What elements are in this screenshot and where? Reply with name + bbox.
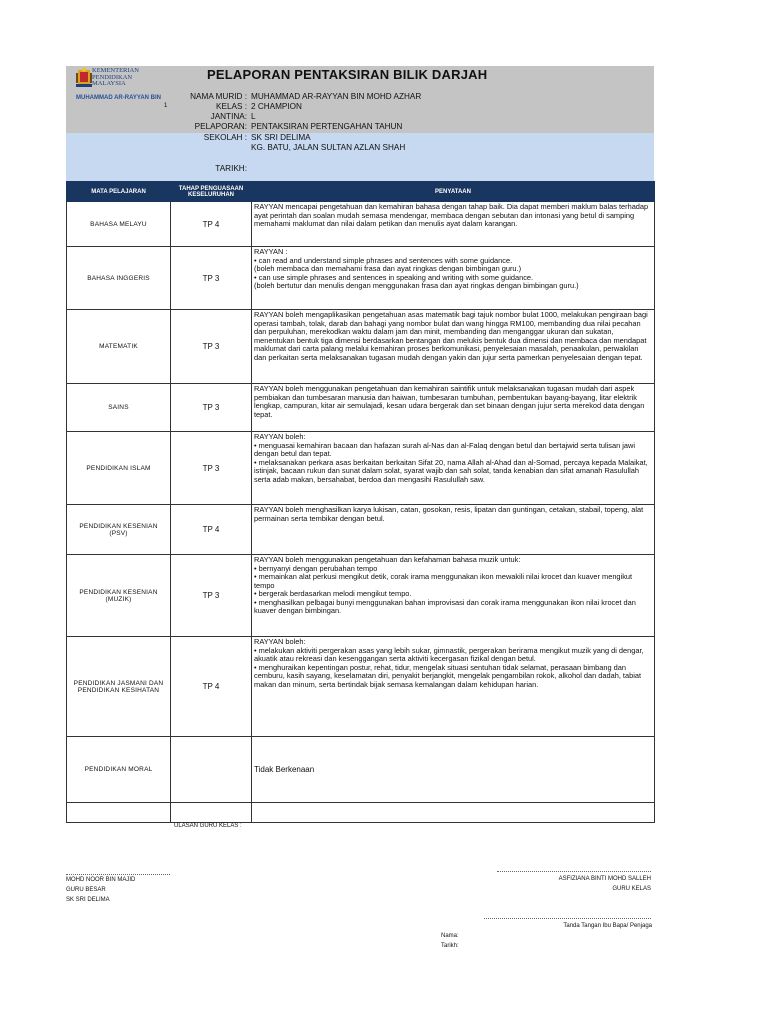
table-row bbox=[67, 384, 655, 432]
statement-cell: RAYYAN boleh menggunakan pengetahuan dan kemahiran saintifik untuk melaksanakan tugasan mudah dari aspek pembiakan dan tumbesaran manusia dan haiwan, tumbesaran tumbuhan, pembentukan bayang-bayang, litar elektrik lengkap, campuran, kitar air semulajadi, kesan udara bergerak dan set binaan dengan jujur serta merekod data dengan tepat. bbox=[252, 384, 655, 432]
jantina-label: JANTINA: bbox=[210, 112, 247, 121]
statement-cell: RAYYAN mencapai pengetahuan dan kemahiran bahasa dengan tahap baik. Dia dapat memberi maklum balas terhadap ayat perintah dan soalan mudah semasa mendengar, membaca dengan sebutan dan intonasi yang betul di samping memahami maklumat dan nilai dalam petikan dan menulis ayat dalam karangan. bbox=[252, 202, 655, 247]
subject-cell: PENDIDIKAN KESENIAN (PSV) bbox=[67, 505, 171, 555]
signature-line-teacher bbox=[497, 871, 651, 872]
table-row bbox=[67, 555, 655, 637]
assessment-table bbox=[66, 181, 654, 823]
crest-icon bbox=[76, 67, 92, 89]
statement-cell: RAYYAN boleh mengaplikasikan pengetahuan asas matematik bagi tajuk nombor bulat 1000, melakukan pengiraan bagi operasi tambah, tolak, darab dan bahagi yang nombor bulat dan wang hingga RM100, membanding dua nilai pecahan dan perpuluhan, merekodkan waktu dalam jam dan minit, membanding dan menganggar ukuran dan sukatan, menentukan bentuk tiga dimensi berdasarkan bentangan dan melukis bentuk dua dimensi dan membaca dan mendapat maklumat dari carta palang melalui kemahiran proses berkomunikasi, penyelesaian masalah, penaakulan, perwakilan dan perkaitan serta melaksanakan tugasan mudah dengan yakin dan jujur serta pamerkan penyelesaian dengan tepat. bbox=[252, 310, 655, 384]
sekolah-label: SEKOLAH : bbox=[203, 133, 247, 142]
statement-cell: Tidak Berkenaan bbox=[252, 737, 655, 803]
subject-cell: PENDIDIKAN JASMANI DAN PENDIDIKAN KESIHATAN bbox=[67, 637, 171, 737]
level-cell bbox=[171, 737, 252, 803]
sekolah-value: SK SRI DELIMA bbox=[251, 133, 311, 142]
ulasan-label: ULASAN GURU KELAS : bbox=[174, 823, 242, 829]
statement-cell: RAYYAN boleh: • melakukan aktiviti pergerakan asas yang lebih sukar, gimnastik, pergerakan berirama mengikut muzik yang di dengar, akuatik atau rekreasi dan kesenggangan serta aktiviti kecergasan fizikal dengan betul. • menghuraikan kepentingan postur, rehat, tidur, mengelak situasi sentuhan tidak selamat, perasaan bimbang dan cemburu, kasih sayang, keselamatan diri, penyakit berjangkit, mengelak pengambilan rokok, alkohol dan dadah, tabiat makan dan minum, serta bertindak bijak semasa kemalangan dalam kehidupan harian. bbox=[252, 637, 655, 737]
parent-nama-label: Nama: bbox=[441, 933, 459, 939]
subject-cell: MATEMATIK bbox=[67, 310, 171, 384]
subject-cell: PENDIDIKAN KESENIAN (MUZIK) bbox=[67, 555, 171, 637]
parent-tarikh-label: Tarikh: bbox=[441, 943, 459, 949]
level-cell: TP 4 bbox=[171, 202, 252, 247]
headmaster-school: SK SRI DELIMA bbox=[66, 897, 110, 903]
statement-cell bbox=[252, 803, 655, 823]
parent-signature-label: Tanda Tangan Ibu Bapa/ Penjaga bbox=[563, 923, 652, 929]
nama-value: MUHAMMAD AR-RAYYAN BIN MOHD AZHAR bbox=[251, 92, 422, 101]
statement-cell: RAYYAN boleh: • menguasai kemahiran bacaan dan hafazan surah al-Nas dan al-Falaq dengan betul dan bertajwid serta tulisan jawi dengan betul dan tepat. • melaksanakan perkara asas berkaitan berkaitan Sifat 20, nama Allah al-Ahad dan al-Somad, percaya kepada Malaikat, istinjak, bacaan rukun dan sunat dalam solat, syarat wajib dan sah solat, tanda kenabian dan sifat amanah Rasulullah serta adab makan, bersahabat, berdoa dan mengasihi Rasulullah saw. bbox=[252, 432, 655, 505]
level-cell: TP 3 bbox=[171, 555, 252, 637]
table-row bbox=[67, 737, 655, 803]
subject-cell: BAHASA MELAYU bbox=[67, 202, 171, 247]
teacher-block bbox=[497, 874, 651, 894]
tarikh-label: TARIKH: bbox=[215, 164, 247, 173]
table-row bbox=[67, 432, 655, 505]
subject-cell: BAHASA INGGERIS bbox=[67, 247, 171, 310]
table-row bbox=[67, 247, 655, 310]
pelaporan-label: PELAPORAN: bbox=[194, 122, 247, 131]
teacher-name: ASFIZIANA BINTI MOHD SALLEH bbox=[558, 876, 651, 882]
level-cell: TP 4 bbox=[171, 637, 252, 737]
level-cell bbox=[171, 803, 252, 823]
statement-cell: RAYYAN : • can read and understand simple phrases and sentences with some guidance. (boleh membaca dan memahami frasa dan ayat ringkas dengan bimbingan guru.) • can use simple phrases and sentences in speaking and writing with some guidance. (boleh bertutur dan menulis dengan menggunakan frasa dan ayat ringkas dengan bimbingan guru.) bbox=[252, 247, 655, 310]
student-short-name: MUHAMMAD AR-RAYYAN BIN bbox=[76, 95, 162, 101]
pelaporan-value: PENTAKSIRAN PERTENGAHAN TAHUN bbox=[251, 122, 403, 131]
statement-cell: RAYYAN boleh menghasilkan karya lukisan, catan, gosokan, resis, lipatan dan guntingan, cetakan, stabail, topeng, alat permainan serta tembikar dengan betul. bbox=[252, 505, 655, 555]
alamat-value: KG. BATU, JALAN SULTAN AZLAN SHAH bbox=[251, 143, 406, 152]
level-cell: TP 3 bbox=[171, 310, 252, 384]
col-level-header: TAHAP PENGUASAAN KESELURUHAN bbox=[171, 182, 252, 202]
page-number: 1 bbox=[164, 103, 168, 109]
col-statement-header: PENYATAAN bbox=[252, 182, 655, 202]
signature-line-parent bbox=[484, 918, 651, 919]
table-row bbox=[67, 310, 655, 384]
jantina-value: L bbox=[251, 112, 256, 121]
level-cell: TP 3 bbox=[171, 432, 252, 505]
headmaster-block bbox=[66, 875, 135, 905]
teacher-role: GURU KELAS bbox=[612, 886, 651, 892]
page-title: PELAPORAN PENTAKSIRAN BILIK DARJAH bbox=[207, 67, 488, 82]
level-cell: TP 3 bbox=[171, 247, 252, 310]
statement-cell: RAYYAN boleh menggunakan pengetahuan dan kefahaman bahasa muzik untuk: • bernyanyi dengan perubahan tempo • memainkan alat perkusi mengikut detik, corak irama menggunakan ikon mewakili nilai krocet dan kuaver mengikut tempo • bergerak berdasarkan melodi mengikut tempo. • menghasilkan pelbagai bunyi menggunakan bahan improvisasi dan corak irama menggunakan ikon nilai krocet dan kuaver dengan bimbingan. bbox=[252, 555, 655, 637]
subject-cell bbox=[67, 803, 171, 823]
level-cell: TP 4 bbox=[171, 505, 252, 555]
table-row bbox=[67, 202, 655, 247]
subject-cell: PENDIDIKAN ISLAM bbox=[67, 432, 171, 505]
subject-cell: PENDIDIKAN MORAL bbox=[67, 737, 171, 803]
table-row bbox=[67, 505, 655, 555]
table-row bbox=[67, 637, 655, 737]
table-row bbox=[67, 803, 655, 823]
headmaster-role: GURU BESAR bbox=[66, 887, 106, 893]
table-header bbox=[67, 182, 655, 202]
kelas-label: KELAS : bbox=[216, 102, 247, 111]
nama-label: NAMA MURID : bbox=[190, 92, 247, 101]
headmaster-name: MOHD NOOR BIN MAJID bbox=[66, 877, 136, 883]
level-cell: TP 3 bbox=[171, 384, 252, 432]
ministry-name: KEMENTERIAN PENDIDIKAN MALAYSIA bbox=[92, 67, 139, 87]
col-subject-header: MATA PELAJARAN bbox=[67, 182, 171, 202]
kelas-value: 2 CHAMPION bbox=[251, 102, 302, 111]
subject-cell: SAINS bbox=[67, 384, 171, 432]
